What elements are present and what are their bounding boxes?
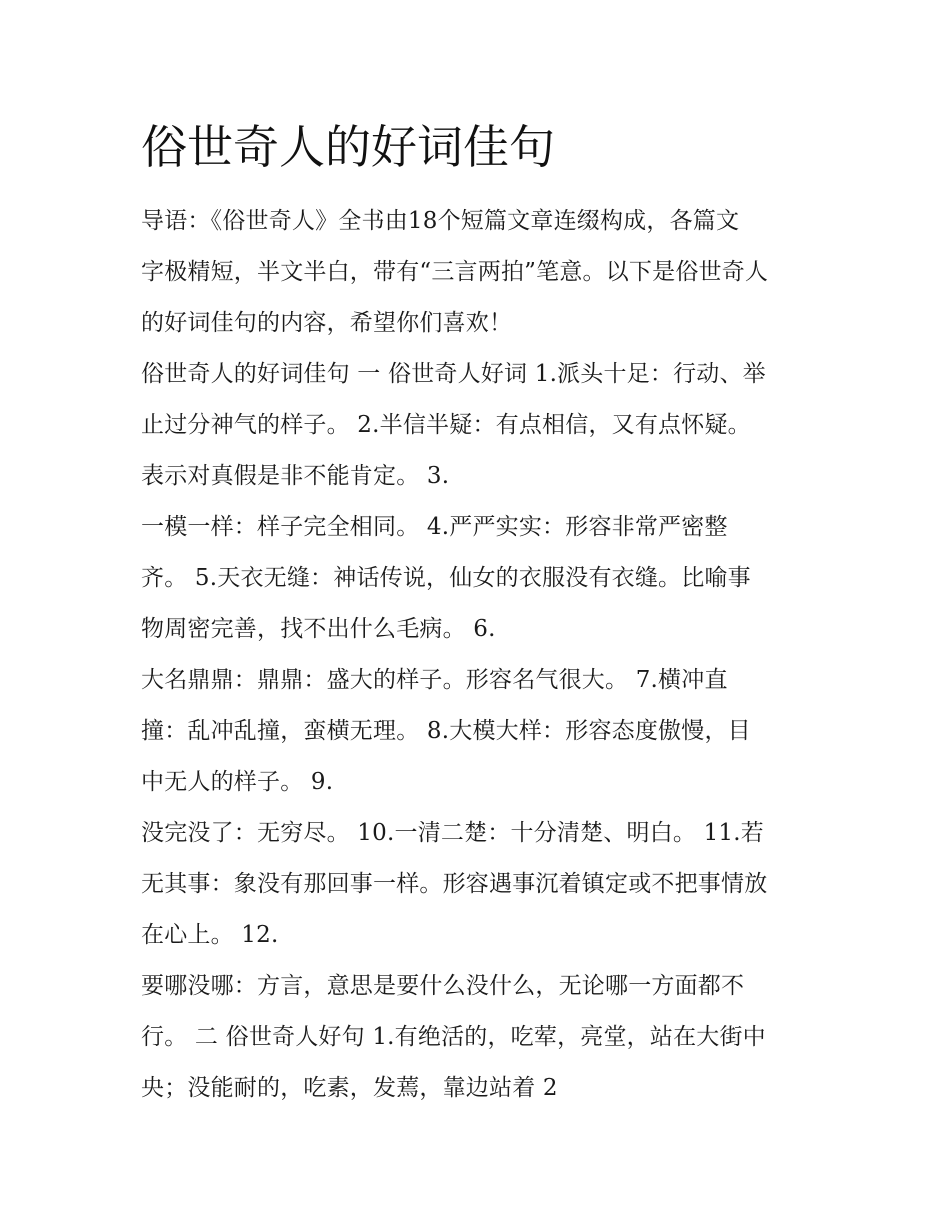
text-line: 的好词佳句的内容，希望你们喜欢！	[141, 310, 513, 336]
text-line: 物周密完善，找不出什么毛病。 6.	[141, 616, 496, 642]
text-line: 导语：《俗世奇人》全书由18个短篇文章连缀构成，各篇文	[141, 208, 740, 234]
text-line: 央；没能耐的，吃素，发蔫，靠边站着 2	[141, 1075, 558, 1101]
text-line: 字极精短，半文半白，带有“三言两拍”笔意。以下是俗世奇人	[141, 259, 769, 285]
text-line: 行。 二 俗世奇人好句 1.有绝活的，吃荤，亮堂，站在大街中	[141, 1024, 766, 1050]
text-line: 在心上。 12.	[141, 922, 279, 948]
text-line: 中无人的样子。 9.	[141, 769, 334, 795]
document-body	[141, 196, 821, 1114]
text-line: 无其事：象没有那回事一样。形容遇事沉着镇定或不把事情放	[141, 871, 768, 897]
text-line: 大名鼎鼎：鼎鼎：盛大的样子。形容名气很大。 7.横冲直	[141, 667, 728, 693]
text-line: 齐。 5.天衣无缝：神话传说，仙女的衣服没有衣缝。比喻事	[141, 565, 751, 591]
text-line: 要哪没哪：方言，意思是要什么没什么，无论哪一方面都不	[141, 973, 745, 999]
text-line: 撞：乱冲乱撞，蛮横无理。 8.大模大样：形容态度傲慢，目	[141, 718, 751, 744]
text-line: 俗世奇人的好词佳句 一 俗世奇人好词 1.派头十足：行动、举	[141, 361, 766, 387]
text-line: 止过分神气的样子。 2.半信半疑：有点相信，又有点怀疑。	[141, 412, 751, 438]
text-line: 没完没了：无穷尽。 10.一清二楚：十分清楚、明白。 11.若	[141, 820, 764, 846]
text-line: 一模一样：样子完全相同。 4.严严实实：形容非常严密整	[141, 514, 728, 540]
text-line: 表示对真假是非不能肯定。 3.	[141, 463, 450, 489]
document-title: 俗世奇人的好词佳句	[141, 120, 555, 174]
